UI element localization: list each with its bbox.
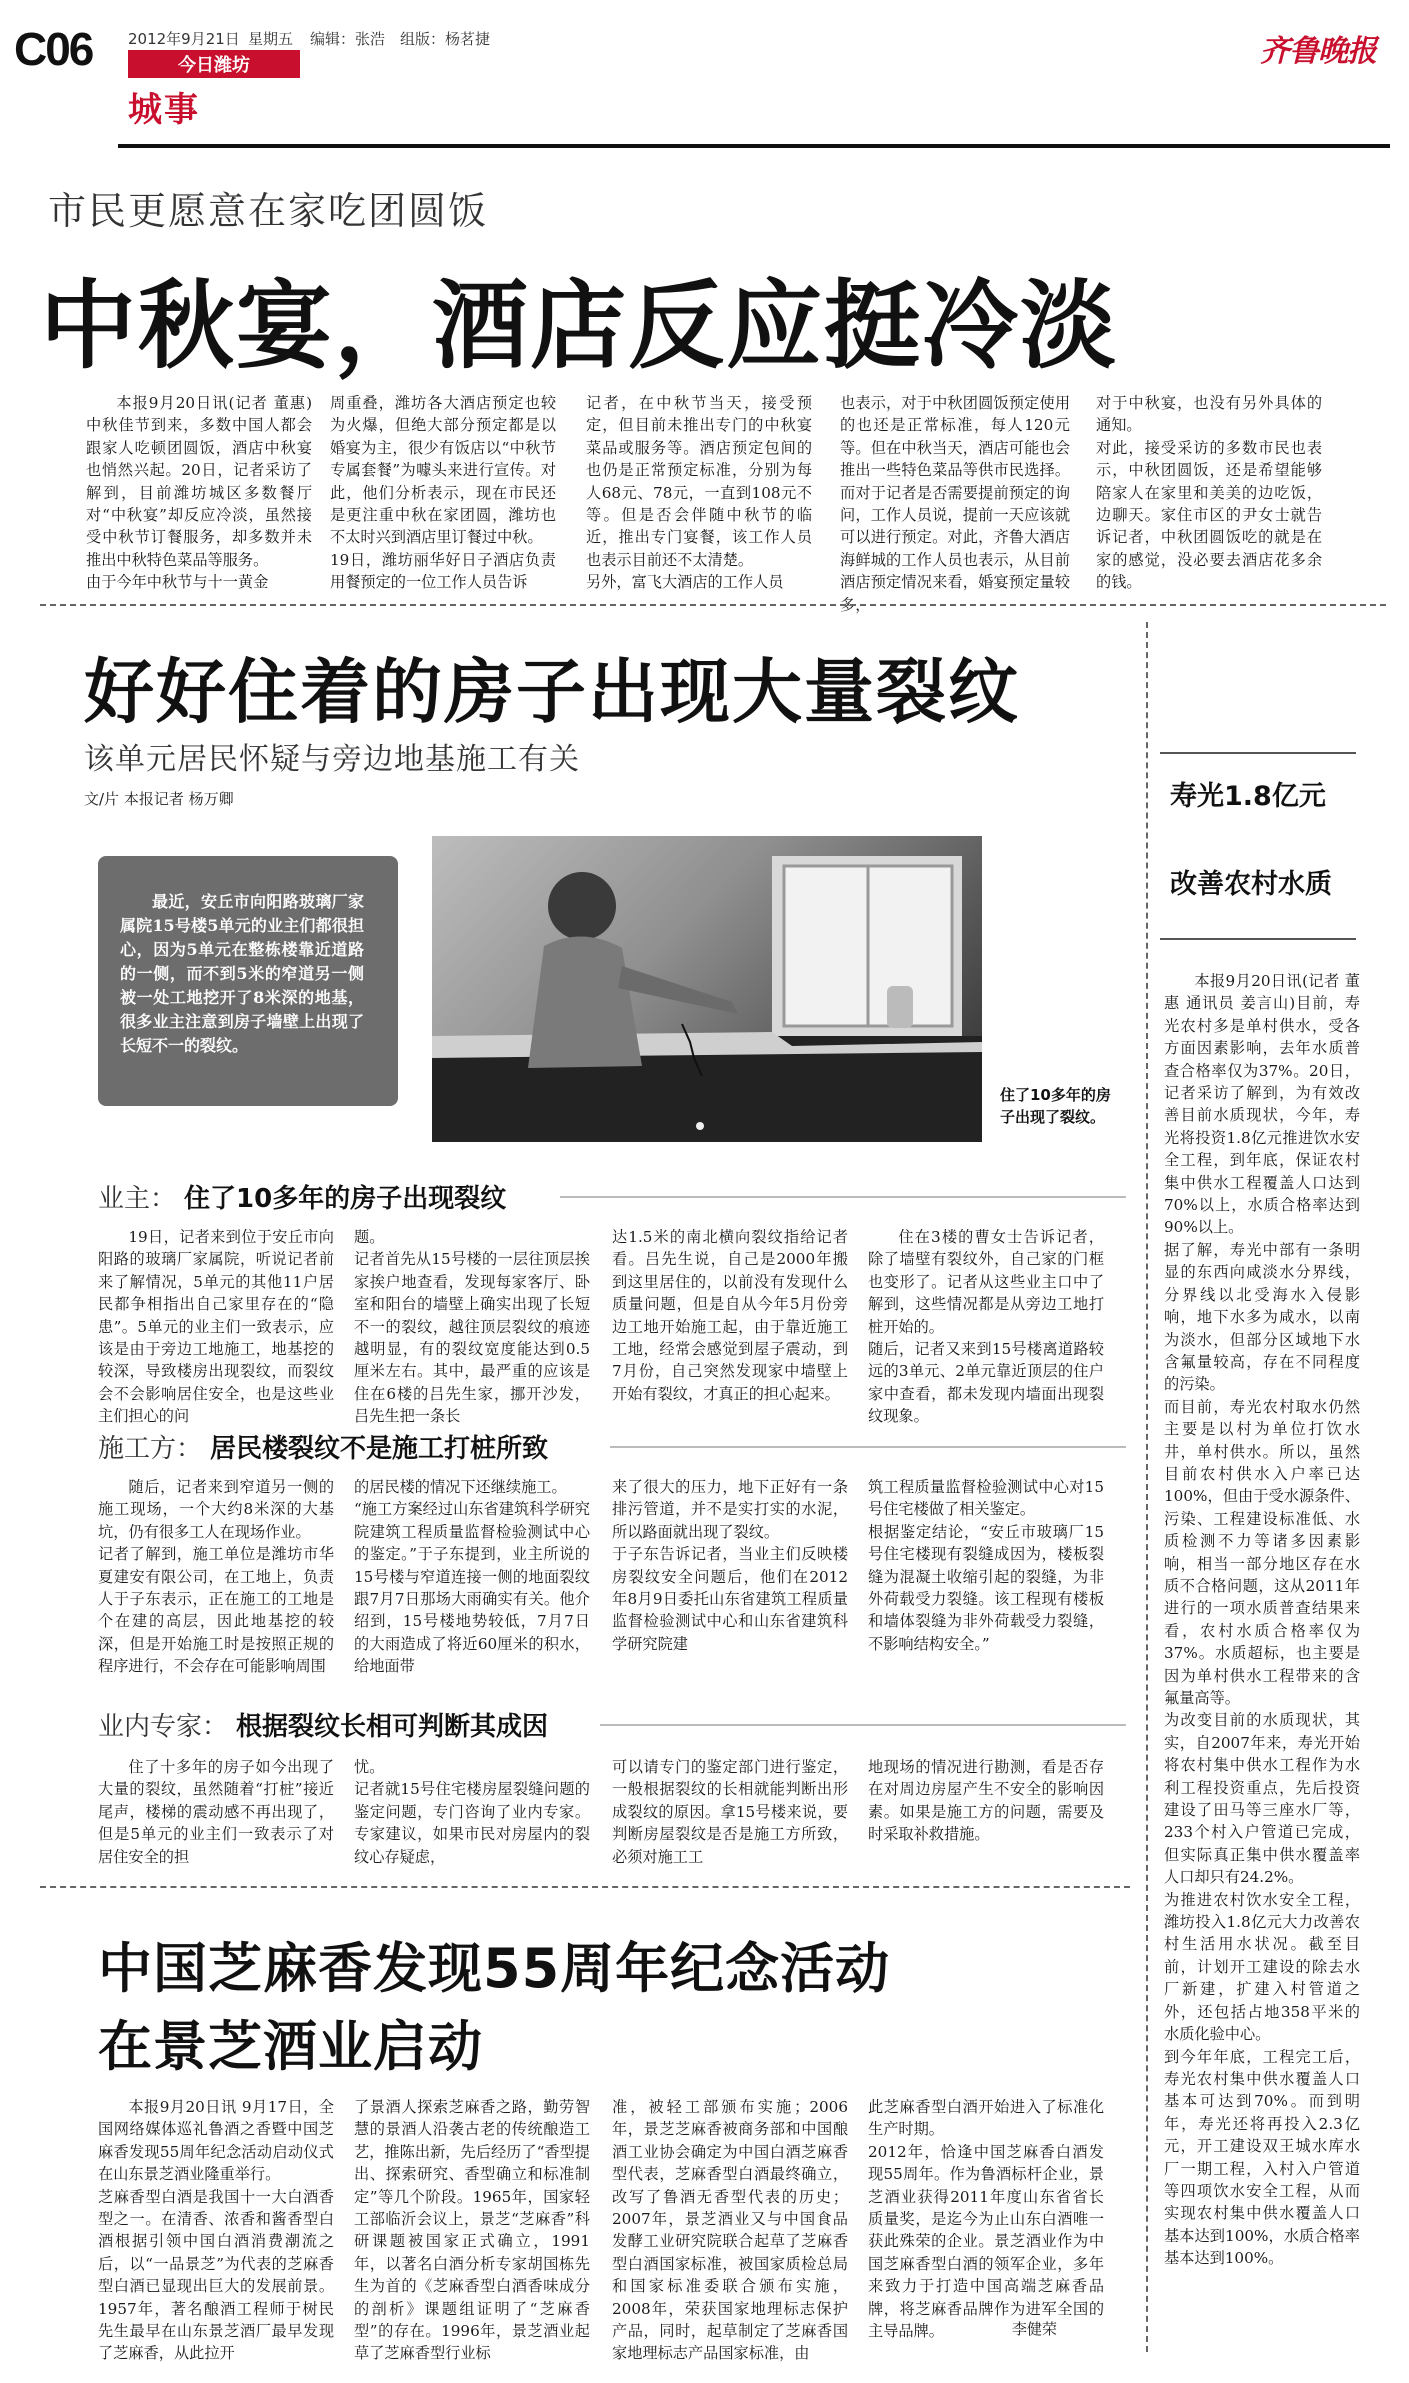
sidebar-divider [1146,622,1148,2352]
contractor-col-4 [868,1476,1104,1666]
contractor-col-1 [98,1476,334,1676]
story1-headline: 中秋宴，酒店反应挺冷淡 [40,270,1118,382]
section-tag-label: 今日潍坊 [178,55,250,76]
section-tag [128,50,300,78]
story1-col-1 [86,392,312,592]
newspaper-logo: 齐鲁晚报 [1260,34,1376,69]
sidebar-top-rule [1160,752,1356,754]
story2-headline: 好好住着的房子出现大量裂纹 [84,651,1020,733]
sidebar-title-2: 改善农村水质 [1170,869,1332,900]
section-contractor-title: 居民楼裂纹不是施工打桩所致 [210,1434,549,1464]
story3-author: 李健荣 [1012,2320,1058,2338]
photo-caption: 住了10多年的房子出现了裂纹。 [1000,1086,1111,1126]
story2-divider [40,1886,1130,1888]
expert-col-4-text: 地现场的情况进行勘测，看是否存在对周边房屋产生不安全的影响因素。如果是施工方的问题，需要及时采取补救措施。 [868,1758,1104,1844]
contractor-col-2 [354,1476,590,1676]
owner-col-4 [868,1226,1104,1426]
owner-col-4-text: 住在3楼的曹女士告诉记者，除了墙壁有裂纹外，自己家的门框也变形了。记者从这些业主口中了解到，这些情况都是从旁边工地打桩开始的。 随后，记者又来到15号楼离道路较远的3单元、2单元靠近顶层的住户家中查看，都未发现内墙面出现裂纹现象。 [868,1228,1104,1426]
expert-col-1 [98,1756,334,1868]
expert-col-4 [868,1756,1104,1868]
section-owner-kicker: 业主： [98,1184,177,1214]
owner-col-3 [612,1226,848,1416]
story1-col-5 [1096,392,1322,592]
section-owner-rule [560,1196,1126,1198]
story2-lead: 最近，安丘市向阳路玻璃厂家属院15号楼5单元的业主们都很担心，因为5单元在整栋楼靠近道路的一侧，而不到5米的窄道另一侧被一处工地挖开了8米深的地基，很多业主注意到房子墙壁上出现了长短不一的裂纹。 [120,892,364,1055]
section-expert-rule [600,1724,1126,1726]
expert-col-1-text: 住了十多年的房子如今出现了大量的裂纹，虽然随着“打桩”接近尾声，楼梯的震动感不再出现了，但是5单元的业主们一致表示了对居住安全的担 [98,1758,334,1866]
section-contractor-heading [98,1428,548,1465]
story3-col-4-text: 此芝麻香型白酒开始进入了标准化生产时期。 2012年，恰逢中国芝麻香白酒发现55周年。作为鲁酒标杆企业，景芝酒业获得2011年度山东省省长质量奖，是迄今为止山东白酒唯一获此殊荣的企业。景芝酒业作为中国芝麻香型白酒的领军企业，多年来致力于打造中国高端芝麻香品牌，将芝麻香品牌作为进军全国的主导品牌。 [868,2098,1104,2341]
story2-subhead: 该单元居民怀疑与旁边地基施工有关 [84,742,580,777]
issue-date: 2012年9月21日 [128,30,240,48]
section-contractor-rule [610,1446,1126,1448]
section-expert-heading [98,1706,548,1743]
story1-col-5-text: 对于中秋宴，也没有另外具体的通知。 对此，接受采访的多数市民也表示，中秋团圆饭，还是希望能够陪家人在家里和美美的边吃饭，边聊天。家住市区的尹女士就告诉记者，中秋团圆饭吃的就是在家的感觉，没必要去酒店花多余的钱。 [1096,394,1322,592]
story3-col-2-text: 了景酒人探索芝麻香之路，勤劳智慧的景酒人沿袭古老的传统酿造工艺，推陈出新，先后经历了“香型提出、探索研究、香型确立和标准制定”等几个阶段。1965年，国家轻工部临沂会议上，景芝“芝麻香”科研课题被国家正式确立，1991年，以著名白酒分析专家胡国栋先生为首的《芝麻香型白酒香味成分的剖析》课题组证明了“芝麻香型”的存在。1996年，景芝酒业起草了芝麻香型行业标 [354,2098,590,2363]
story1-col-2 [330,392,556,592]
owner-col-2-text: 题。 记者首先从15号楼的一层往顶层挨家挨户地查看，发现每家客厅、卧室和阳台的墙壁上确实出现了长短不一的裂纹，越往顶层裂纹的痕迹越明显，有的裂纹宽度能达到0.5厘米左右。其中，最严重的应该是住在6楼的吕先生家，挪开沙发，吕先生把一条长 [354,1228,590,1426]
owner-col-1-text: 19日，记者来到位于安丘市向阳路的玻璃厂家属院，听说记者前来了解情况，5单元的其他11户居民都争相指出自己家里存在的“隐患”。5单元的业主们一致表示，应该是由于旁边工地施工，地基挖的较深，导致楼房出现裂纹，而裂纹会不会影响居住安全，也是这些业主们担心的问 [98,1228,334,1426]
story3-col-2 [354,2096,590,2363]
story1-col-4 [840,392,1070,614]
owner-col-3-text: 达1.5米的南北横向裂纹指给记者看。吕先生说，自己是2000年搬到这里居住的，以前没有发现什么质量问题，但是自从今年5月份旁边工地开始施工起，由于靠近施工工地，经常会感觉到屋子震动，到7月份，自己突然发现家中墙壁上开始有裂纹，才真正的担心起来。 [612,1228,848,1403]
story3-headline-line1: 中国芝麻香发现55周年纪念活动 [98,1937,891,2000]
expert-col-2 [354,1756,590,1868]
page-number: C06 [14,23,93,75]
owner-col-1 [98,1226,334,1426]
section-name: 城事 [128,90,200,130]
story1-divider [40,604,1386,606]
crack-photo [432,836,982,1142]
story3-col-3-text: 准，被轻工部颁布实施；2006年，景芝芝麻香被商务部和中国酿酒工业协会确定为中国白酒芝麻香型代表，芝麻香型白酒最终确立，改写了鲁酒无香型代表的历史；2007年，景芝酒业又与中国食品发酵工业研究院联合起草了芝麻香型白酒国家标准，被国家质检总局和国家标准委联合颁布实施，2008年，荣获国家地理标志保护产品，同时，起草制定了芝麻香国家地理标志产品国家标准，由 [612,2098,848,2363]
story1-col-2-text: 周重叠，潍坊各大酒店预定也较为火爆，但绝大部分预定都是以婚宴为主，很少有饭店以“中秋节专属套餐”为噱头来进行宣传。对此，他们分析表示，现在市民还是更注重中秋在家团圆，潍坊也不太时兴到酒店里订餐过中秋。 19日，潍坊丽华好日子酒店负责用餐预定的一位工作人员告诉 [330,394,556,592]
story3-col-1-text: 本报9月20日讯 9月17日，全国网络媒体巡礼鲁酒之香暨中国芝麻香发现55周年纪念活动启动仪式在山东景芝酒业隆重举行。 芝麻香型白酒是我国十一大白酒香型之一。在清香、浓香和酱香型白酒根据引领中国白酒消费潮流之后，以“一品景芝”为代表的芝麻香型白酒已显现出巨大的发展前景。1957年，著名酿酒工程师于树民先生最早在山东景芝酒厂最早发现了芝麻香，从此拉开 [98,2098,334,2363]
story1-col-3 [586,392,812,592]
contractor-col-3-text: 来了很大的压力，地下正好有一条排污管道，并不是实打实的水泥，所以路面就出现了裂纹。 于子东告诉记者，当业主们反映楼房裂纹安全问题后，他们在2012年8月9日委托山东省建筑工程质量监督检验测试中心和山东省建筑科学研究院建 [612,1478,848,1653]
section-expert-kicker: 业内专家： [98,1712,229,1742]
story1-col-3-text: 记者，在中秋节当天，接受预定，但目前未推出专门的中秋宴菜品或服务等。酒店预定包间的也仍是正常预定标准，分别为每人68元、78元，一直到108元不等。但是否会伴随中秋节的临近，推出专门宴餐，该工作人员也表示目前还不太清楚。 另外，富飞大酒店的工作人员 [586,394,812,592]
expert-col-3 [612,1756,848,1868]
sidebar-title-1: 寿光1.8亿元 [1170,781,1326,812]
section-expert-title: 根据裂纹长相可判断其成因 [236,1712,549,1742]
contractor-col-3 [612,1476,848,1666]
contractor-col-1-text: 随后，记者来到窄道另一侧的施工现场，一个大约8米深的大基坑，仍有很多工人在现场作业。 记者了解到，施工单位是潍坊市华夏建安有限公司，在工地上，负责人于子东表示，正在施工的工地是个在建的高层，因此地基挖的较深，但是开始施工时是按照正规的程序进行，不会存在可能影响周围 [98,1478,334,1676]
story3-headline-line2: 在景芝酒业启动 [98,2015,483,2078]
section-owner-title: 住了10多年的房子出现裂纹 [184,1184,507,1214]
story2-byline: 文/片 本报记者 杨万卿 [84,790,234,808]
section-owner-heading [98,1178,506,1215]
story1-kicker: 市民更愿意在家吃团圆饭 [48,189,489,233]
issue-weekday: 星期五 [248,30,294,48]
section-contractor-kicker: 施工方： [98,1434,203,1464]
story3-col-3 [612,2096,848,2363]
contractor-col-4-text: 筑工程质量监督检验测试中心对15号住宅楼做了相关鉴定。 根据鉴定结论，“安丘市玻璃厂15号住宅楼现有裂缝成因为，楼板裂缝为混凝土收缩引起的裂缝，为非外荷载受力裂缝。该工程现有楼板和墙体裂缝为非外荷载受力裂缝，不影响结构安全。” [868,1478,1104,1653]
story1-col-4-text: 也表示，对于中秋团圆饭预定使用的也还是正常标准，每人120元等。但在中秋当天，酒店可能也会推出一些特色菜品等供市民选择。而对于记者是否需要提前预定的询问，工作人员说，提前一天应该就可以进行预定。对此，齐鲁大酒店海鲜城的工作人员也表示，从目前酒店预定情况来看，婚宴预定量较多， [840,394,1070,614]
owner-col-2 [354,1226,590,1426]
sidebar-body [1164,970,1360,2350]
photo-illustration [432,836,982,1142]
masthead-rule [118,144,1390,148]
story3-col-1 [98,2096,334,2363]
sidebar-title-rule [1160,938,1356,940]
contractor-col-2-text: 的居民楼的情况下还继续施工。 “施工方案经过山东省建筑科学研究院建筑工程质量监督检验测试中心的鉴定。”于子东提到，业主所说的15号楼与窄道连接一侧的地面裂纹跟7月7日那场大雨确实有关。他介绍到，15号楼地势较低，7月7日的大雨造成了将近60厘米的积水，给地面带 [354,1478,590,1676]
page-designer: 组版：杨茗捷 [400,30,491,48]
page-editor: 编辑：张浩 [310,30,386,48]
expert-col-2-text: 忧。 记者就15号住宅楼房屋裂缝问题的鉴定问题，专门咨询了业内专家。专家建议，如果市民对房屋内的裂纹心存疑虑， [354,1758,590,1866]
story1-col-1-text: 本报9月20日讯(记者 董惠) 中秋佳节到来，多数中国人都会跟家人吃顿团圆饭，酒店中秋宴也悄然兴起。20日，记者采访了解到，目前潍坊城区多数餐厅对“中秋宴”却反应冷淡，虽然接受中秋节订餐服务，却多数并未推出中秋特色菜品等服务。 由于今年中秋节与十一黄金 [86,394,312,592]
sidebar-body-text: 本报9月20日讯(记者 董惠 通讯员 姜言山)目前，寿光农村多是单村供水，受各方面因素影响，去年水质普查合格率仅为37%。20日，记者采访了解到，为有效改善目前水质现状，今年，寿光将投资1.8亿元推进饮水安全工程，到年底，保证农村集中供水工程覆盖人口达到70%以上，水质合格率达到90%以上。 据了解，寿光中部有一条明显的东西向咸淡水分界线，分界线以北受海水入侵影响，地下水多为咸水，以南为淡水，但部分区域地下水含氟量较高，存在不同程度的污染。 而目前，寿光农村取水仍然主要是以村为单位打饮水井，单村供水。所以，虽然目前农村供水入户率已达100%，但由于受水源条件、污染、工程建设标准低、水质检测不力等诸多因素影响，相当一部分地区存在水质不合格问题，这从2011年进行的一项水质普查结果来看，农村水质合格率仅为37%。水质超标，也主要是因为单村供水工程带来的含氟量高等。 为改变目前的水质现状，其实，自2007年来，寿光开始将农村集中供水工程作为水利工程投资重点，先后投资建设了田马等三座水厂等，233个村入户管道已完成，但实际真正集中供水覆盖率人口却只有24.2%。 为推进农村饮水安全工程，潍坊投入1.8亿元大力改善农村生活用水状况。截至目前，计划开工建设的除去水厂新建，扩建入村管道之外，还包括占地358平米的水质化验中心。 到今年年底，工程完工后，寿光农村集中供水覆盖人口基本可达到70%。而到明年，寿光还将再投入2.3亿元，开工建设双王城水库水厂一期工程，入村入户管道等四项饮水安全工程，从而实现农村集中供水覆盖人口基本达到100%，水质合格率基本达到100%。 [1164,972,1360,2268]
expert-col-3-text: 可以请专门的鉴定部门进行鉴定，一般根据裂纹的长相就能判断出形成裂纹的原因。拿15号楼来说，要判断房屋裂纹是否是施工方所致，必须对施工工 [612,1758,848,1866]
